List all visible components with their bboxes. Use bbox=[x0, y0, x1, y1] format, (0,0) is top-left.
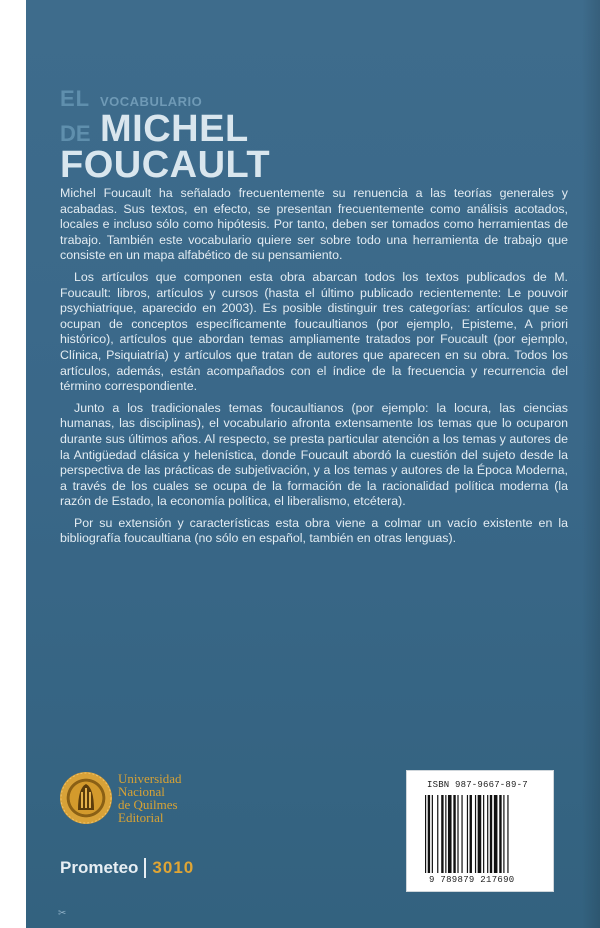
publisher-line-4: Editorial bbox=[118, 810, 164, 825]
isbn-text: ISBN 987-9667-89-7 bbox=[427, 780, 528, 790]
title-foucault: FOUCAULT bbox=[60, 144, 271, 186]
publisher-line-2: Nacional bbox=[118, 784, 165, 799]
publisher-logo bbox=[60, 772, 182, 824]
publisher-name bbox=[118, 772, 182, 824]
back-cover bbox=[26, 0, 600, 928]
imprint-name: Prometeo bbox=[60, 858, 139, 877]
imprint-year: 3010 bbox=[152, 858, 195, 877]
title-vocabulario: VOCABULARIO bbox=[100, 94, 203, 109]
imprint-logo bbox=[60, 858, 194, 878]
blurb-paragraph-4: Por su extensión y características esta obra viene a colmar un vacío existente en la bibliografía foucaultiana (no sólo en español, también en otras lenguas). bbox=[60, 515, 568, 546]
blurb-paragraph-2: Los artículos que componen esta obra abarcan todos los textos publicados de M. Foucault: libros, artículos y cursos (hasta el último publicado recientemente: Le pouvoir psychiatrique, aparecido en 2003). Es posible distinguir tres categorías: artículos que se ocupan de conceptos específicamente foucaultianos (por ejemplo, Episteme, A priori histórico), artículos que abordan temas ampliamente tratados por Foucault (por ejemplo, Clínica, Psiquiatría) y artículos que tratan de autores que aparecen en su obra. Todos los artículos, además, están acompañados con el índice de la frecuencia y recurrencia del término correspondiente. bbox=[60, 269, 568, 394]
blurb-paragraph-3: Junto a los tradicionales temas foucaultianos (por ejemplo: la locura, las ciencias humanas, las disciplinas), el vocabulario afronta extensamente los temas que lo ocuparon durante sus últimos años. Al respecto, se presta particular atención a los temas y autores de la Antigüedad clásica y helenística, donde Foucault abordó la cuestión del sujeto desde la perspectiva de las prácticas de subjetivación, y a los temas y autores de la Época Moderna, a través de los cuales se ocupa de la formación de la racionalidad política moderna (la razón de Estado, la economía política, el liberalismo, etcétera). bbox=[60, 400, 568, 509]
book-title bbox=[60, 88, 320, 184]
imprint-divider bbox=[144, 858, 146, 878]
publisher-line-1: Universidad bbox=[118, 771, 182, 786]
corner-mark-icon: ✂ bbox=[58, 908, 67, 919]
barcode-icon bbox=[425, 795, 537, 873]
barcode-label bbox=[406, 770, 554, 892]
title-michel: MICHEL bbox=[100, 108, 249, 150]
title-de: DE bbox=[60, 121, 91, 146]
publisher-line-3: de Quilmes bbox=[118, 797, 178, 812]
blurb bbox=[60, 186, 568, 553]
barcode-digits: 9 789879 217690 bbox=[429, 875, 515, 885]
title-el: EL bbox=[60, 86, 91, 111]
blurb-paragraph-1: Michel Foucault ha señalado frecuentemente su renuencia a las teorías generales y acabadas. Sus textos, en efecto, se presentan frecuentemente como análisis acotados, locales e incluso sólo como hipótesis. Por tanto, deben ser tomados como herramientas de trabajo. También este vocabulario quiere ser sobre todo una herramienta de trabajo que consiste en un mapa alfabético de su pensamiento. bbox=[60, 186, 568, 263]
university-seal-icon bbox=[60, 772, 112, 824]
